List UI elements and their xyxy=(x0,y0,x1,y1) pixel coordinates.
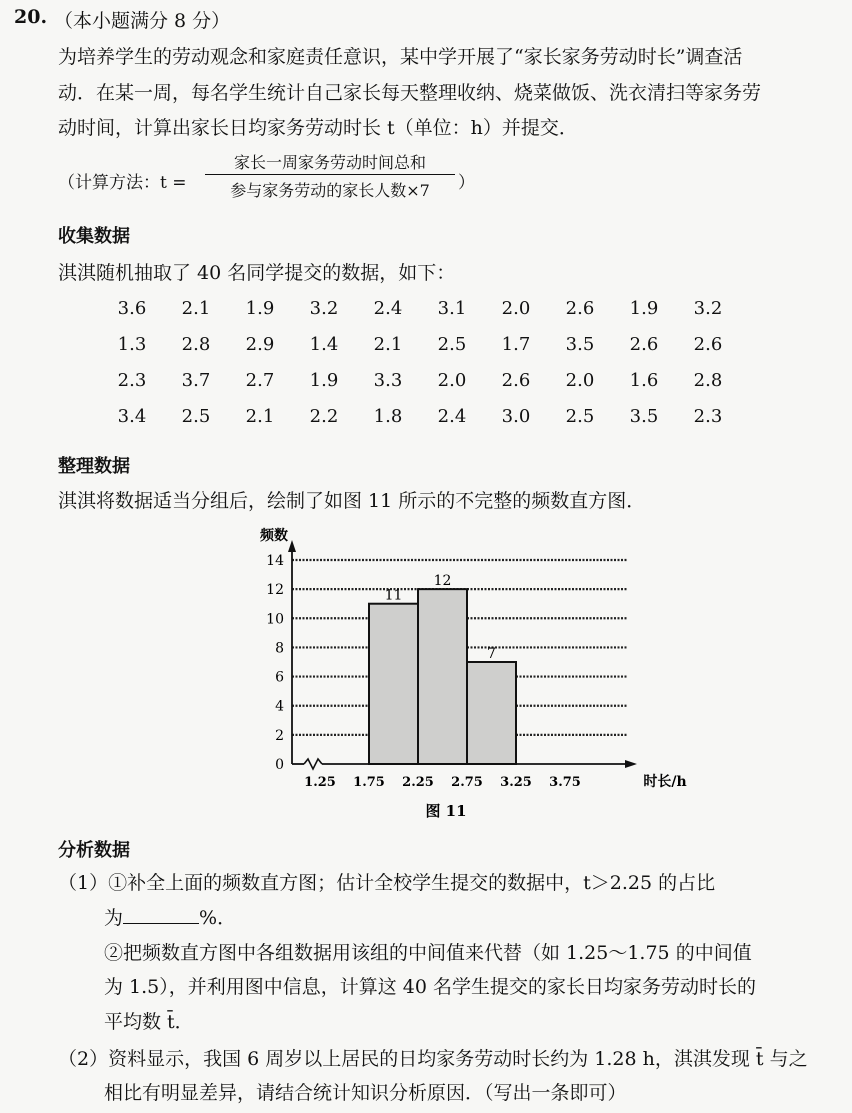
q1-line-2 xyxy=(104,901,236,935)
data-cell: 3.4 xyxy=(117,405,147,427)
x-tick-label: 2.25 xyxy=(402,775,434,790)
data-cell: 2.1 xyxy=(181,297,211,319)
data-cell: 1.9 xyxy=(629,297,659,319)
data-cell: 2.8 xyxy=(181,333,211,355)
data-cell: 3.5 xyxy=(629,405,659,427)
data-cell: 3.3 xyxy=(373,369,403,391)
data-cell: 2.4 xyxy=(437,405,467,427)
x-tick-label: 2.75 xyxy=(451,775,483,790)
answer-blank xyxy=(123,905,199,924)
data-cell: 1.8 xyxy=(373,405,403,427)
q1b-line-3: 平均数 t̄． xyxy=(104,1011,194,1033)
data-cell: 1.6 xyxy=(629,369,659,391)
collect-text: 淇淇随机抽取了 40 名同学提交的数据，如下： xyxy=(58,262,456,284)
data-cell: 2.6 xyxy=(565,297,595,319)
formula-prefix: （计算方法：t = xyxy=(58,173,187,193)
histogram-bar xyxy=(369,604,418,764)
data-cell: 1.7 xyxy=(501,333,531,355)
y-tick-label: 2 xyxy=(275,727,284,744)
data-row xyxy=(100,326,740,362)
formula-suffix: ） xyxy=(458,173,475,193)
data-cell: 3.1 xyxy=(437,297,467,319)
formula-numerator: 家长一周家务劳动时间总和 xyxy=(233,153,426,172)
data-cell: 2.0 xyxy=(565,369,595,391)
x-axis-arrow xyxy=(625,760,637,768)
analysis-heading: 分析数据 xyxy=(58,840,130,861)
data-cell: 3.0 xyxy=(501,405,531,427)
y-tick-label: 14 xyxy=(266,553,284,569)
bar-value-label: 12 xyxy=(433,573,452,590)
data-cell: 3.6 xyxy=(117,297,147,319)
formula-denominator: 参与家务劳动的家长人数×7 xyxy=(230,181,430,200)
data-cell: 2.9 xyxy=(245,333,275,355)
q1-line-1: （1）①补全上面的频数直方图；估计全校学生提交的数据中，t＞2.25 的占比 xyxy=(58,872,716,894)
data-cell: 2.3 xyxy=(693,405,723,427)
histogram-bar xyxy=(418,589,467,764)
question-number: 20. xyxy=(14,6,48,28)
x-tick-label: 1.75 xyxy=(353,775,385,790)
x-axis-label: 时长/h xyxy=(643,774,687,790)
data-cell: 2.5 xyxy=(437,333,467,355)
y-tick-label: 8 xyxy=(275,640,284,657)
x-tick-label: 3.75 xyxy=(549,775,581,790)
y-tick-label: 0 xyxy=(275,757,284,773)
data-cell: 2.7 xyxy=(245,369,275,391)
histogram-chart xyxy=(230,518,690,818)
fraction-bar xyxy=(205,174,455,175)
axis-break-zigzag xyxy=(304,759,322,769)
y-tick-label: 4 xyxy=(275,698,284,715)
y-tick-label: 10 xyxy=(266,611,284,628)
intro-line-1: 为培养学生的劳动观念和家庭责任意识，某中学开展了“家长家务劳动时长”调查活 xyxy=(58,46,743,68)
data-row xyxy=(100,290,740,326)
q2-line-2: 相比有明显差异，请结合统计知识分析原因．（写出一条即可） xyxy=(104,1082,627,1104)
x-tick-label: 3.25 xyxy=(500,775,532,790)
score-note: （本小题满分 8 分） xyxy=(54,10,231,32)
figure-caption: 图 11 xyxy=(425,802,467,818)
data-cell: 3.5 xyxy=(565,333,595,355)
data-cell: 1.9 xyxy=(309,369,339,391)
data-cell: 1.9 xyxy=(245,297,275,319)
bar-value-label: 11 xyxy=(384,587,403,604)
data-cell: 2.1 xyxy=(245,405,275,427)
data-cell: 2.3 xyxy=(117,369,147,391)
y-tick-label: 12 xyxy=(266,582,284,599)
data-cell: 2.8 xyxy=(693,369,723,391)
data-cell: 2.5 xyxy=(565,405,595,427)
data-row xyxy=(100,398,740,434)
intro-line-3: 动时间，计算出家长日均家务劳动时长 t（单位：h）并提交． xyxy=(58,117,578,139)
data-cell: 2.6 xyxy=(629,333,659,355)
x-tick-label: 1.25 xyxy=(304,775,336,790)
y-tick-label: 6 xyxy=(275,669,284,686)
q2-line-1: （2）资料显示，我国 6 周岁以上居民的日均家务劳动时长约为 1.28 h，淇淇发现 t̄ 与之 xyxy=(58,1048,808,1070)
data-cell: 2.6 xyxy=(693,333,723,355)
data-cell: 2.0 xyxy=(437,369,467,391)
q1b-line-2: 为 1.5），并利用图中信息，计算这 40 名学生提交的家长日均家务劳动时长的 xyxy=(104,976,757,998)
intro-line-2: 动．在某一周，每名学生统计自己家长每天整理收纳、烧菜做饭、洗衣清扫等家务劳 xyxy=(58,82,762,104)
data-cell: 2.6 xyxy=(501,369,531,391)
y-axis-label: 频数 xyxy=(260,528,288,544)
data-cell: 3.7 xyxy=(181,369,211,391)
bar-value-label: 7 xyxy=(487,646,496,662)
data-cell: 2.4 xyxy=(373,297,403,319)
organize-heading: 整理数据 xyxy=(58,456,130,477)
data-cell: 2.2 xyxy=(309,405,339,427)
data-row xyxy=(100,362,740,398)
data-cell: 2.1 xyxy=(373,333,403,355)
histogram-bar xyxy=(467,662,516,764)
y-axis-arrow xyxy=(288,540,296,552)
data-cell: 3.2 xyxy=(693,297,723,319)
q1b-line-1: ②把频数直方图中各组数据用该组的中间值来代替（如 1.25～1.75 的中间值 xyxy=(104,942,752,964)
data-cell: 3.2 xyxy=(309,297,339,319)
organize-text: 淇淇将数据适当分组后，绘制了如图 11 所示的不完整的频数直方图． xyxy=(58,490,646,512)
q1-line-2-prefix: 为 xyxy=(104,907,124,929)
data-cell: 1.3 xyxy=(117,333,147,355)
q1-line-2-suffix: %． xyxy=(199,907,237,929)
data-cell: 2.0 xyxy=(501,297,531,319)
data-cell: 2.5 xyxy=(181,405,211,427)
collect-heading: 收集数据 xyxy=(58,226,130,247)
data-table xyxy=(100,290,740,434)
data-cell: 1.4 xyxy=(309,333,339,355)
